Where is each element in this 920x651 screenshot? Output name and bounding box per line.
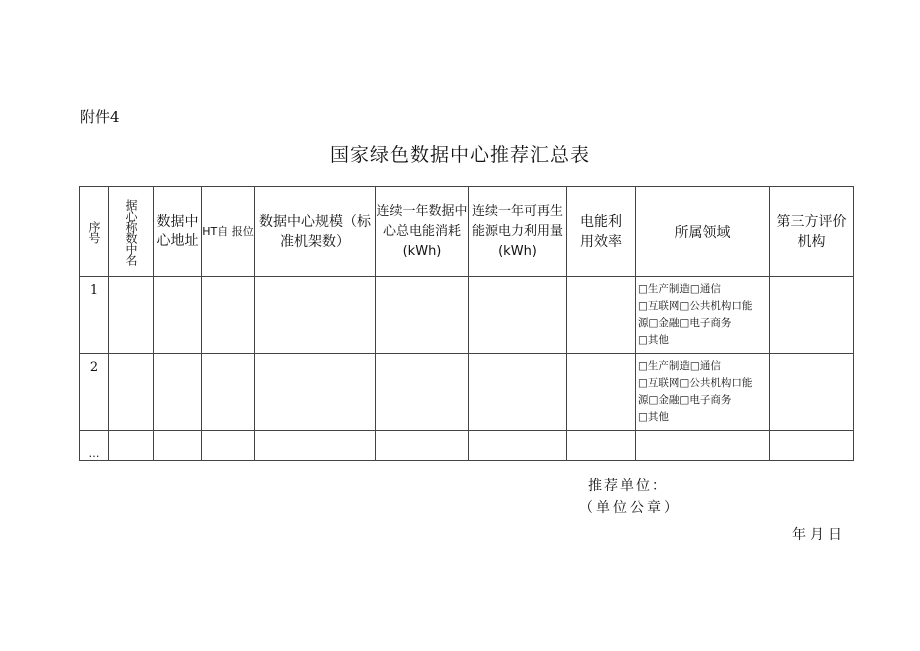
date-label: 年月日 [792,527,846,543]
cell-pue[interactable] [567,277,636,354]
header-renewable: 连续一年可再生能源电力利用量(kWh) [469,187,567,277]
header-total-energy: 连续一年数据中心总电能消耗(kWh) [376,187,469,277]
cell-renewable[interactable] [469,354,567,431]
header-scale: 数据中心规模（标准机架数） [255,187,376,277]
header-name: 据心称数中名 [109,187,154,277]
header-seq: 序号 [80,187,109,277]
cell-name[interactable] [109,431,154,461]
summary-table [79,186,854,461]
cell-third-party[interactable] [770,431,854,461]
attachment-label: 附件4 [80,108,120,126]
seal-label: （单位公章） [579,500,681,516]
domain-options[interactable] [636,354,770,431]
cell-scale[interactable] [255,277,376,354]
header-address: 数据中心地址 [154,187,202,277]
header-row [80,187,854,277]
cell-scale[interactable] [255,431,376,461]
cell-name[interactable] [109,354,154,431]
header-unit-mark: HT自 报位 [202,187,255,277]
table-row [80,354,854,431]
cell-unit[interactable] [202,431,255,461]
cell-total-energy[interactable] [376,277,469,354]
table-row [80,431,854,461]
cell-total-energy[interactable] [376,354,469,431]
cell-name[interactable] [109,277,154,354]
domain-option-line: 源□金融□电子商务 [638,394,732,406]
domain-option-line: □互联网□公共机构口能 [638,300,753,312]
domain-option-line: □其他 [638,411,669,423]
cell-third-party[interactable] [770,277,854,354]
cell-third-party[interactable] [770,354,854,431]
cell-domain[interactable] [636,431,770,461]
cell-address[interactable] [154,277,202,354]
table-row [80,277,854,354]
cell-renewable[interactable] [469,431,567,461]
domain-option-line: 源□金融□电子商务 [638,317,732,329]
cell-renewable[interactable] [469,277,567,354]
domain-option-line: □互联网□公共机构口能 [638,377,753,389]
recommender-label: 推荐单位： [588,478,668,494]
header-domain: 所属领域 [636,187,770,277]
cell-unit[interactable] [202,354,255,431]
cell-address[interactable] [154,431,202,461]
document-title: 国家绿色数据中心推荐汇总表 [329,144,590,166]
header-pue: 电能利用效率 [567,187,636,277]
domain-option-line: □其他 [638,334,669,346]
domain-options[interactable] [636,277,770,354]
cell-unit[interactable] [202,277,255,354]
row-ellipsis: … [80,431,109,461]
row-seq: 1 [80,277,109,354]
row-seq: 2 [80,354,109,431]
cell-pue[interactable] [567,431,636,461]
cell-scale[interactable] [255,354,376,431]
cell-address[interactable] [154,354,202,431]
domain-option-line: □生产制造□通信 [638,360,721,372]
domain-option-line: □生产制造□通信 [638,283,721,295]
header-third-party: 第三方评价机构 [770,187,854,277]
cell-pue[interactable] [567,354,636,431]
cell-total-energy[interactable] [376,431,469,461]
